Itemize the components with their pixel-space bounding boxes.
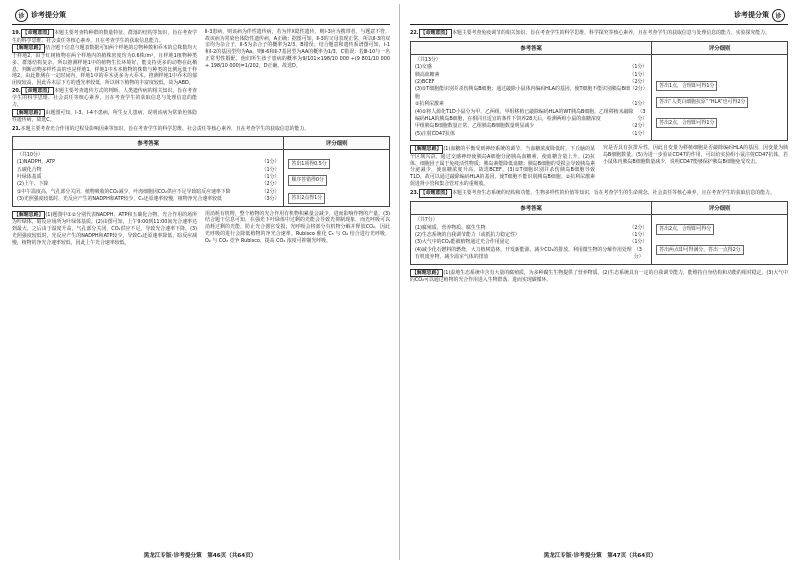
scoring-cell xyxy=(652,54,788,140)
q21-intent xyxy=(12,126,390,133)
section-tag: 【解题思路】 xyxy=(412,269,442,276)
scoring-note: 答出2点，合理即可得分 xyxy=(656,224,783,235)
left-column-2 xyxy=(205,29,390,124)
answer-line: (1)交感 （1分） xyxy=(415,64,648,71)
question-number: 23. xyxy=(410,190,419,197)
scoring-note: 答出2点，合理即可得1分 xyxy=(656,118,783,129)
answer-line: (1)腐殖质、营养物质、腐生生物 （2分） xyxy=(415,224,648,231)
section-tag: 【解题思路】 xyxy=(412,146,442,153)
right-page xyxy=(400,0,800,566)
paragraph-text: 由题图可知，Ⅰ-3、Ⅰ-4不患病，所生女儿患病，说明该病为常染色体隐性遗传病，故选C。 xyxy=(12,109,197,124)
q19-intent xyxy=(12,29,197,44)
answer-cell xyxy=(411,54,652,140)
q20-solution xyxy=(12,109,197,124)
scoring-note: 答出两点即可得满分，答出一点得2分 xyxy=(656,245,783,256)
left-analysis-columns xyxy=(12,211,390,247)
scoring-note: 答出2点得1分 xyxy=(288,193,385,204)
scoring-note: 答出1点，合理即可得1分 xyxy=(656,81,783,92)
scoring-note: 顺序答错得0分 xyxy=(288,175,385,186)
brand-logo-icon: 诊 xyxy=(15,9,28,22)
analysis-column xyxy=(12,211,197,247)
answer-line: (2)生态系统的自我调节能力（或抵抗力稳定性） （1分） xyxy=(415,231,648,238)
q22-solution xyxy=(410,145,595,187)
paragraph-text: 本题主要考查免疫调节的相关知识，旨在考查学生的科学思维、科学探究等核心素养，且在考查学生的获取信息与处理信息的能力、实验探究能力。 xyxy=(452,30,770,36)
answer-total: （共7分） xyxy=(415,217,438,224)
question-number: 22. xyxy=(410,30,419,36)
paragraph-text: 本题主要考查遗传方式的判断、人类遗传病的相关知识，旨在考查学生的科学思维、社会责任等核心素养，且在考查学生的获取信息与处理信息的能力。 xyxy=(12,87,197,109)
answer-line: (4)减少化石燃料的燃烧，大力植树造林，开发新能源，减少CO₂的排放，利用微生物的分解作用处理有机废弃物，减少温室气体的排放 （3分） xyxy=(415,246,644,261)
answer-total: （共10分） xyxy=(17,151,43,158)
answer-line: (3)①T细胞能识别并杀伤胰岛B细胞；通过敲除小鼠体内编码HLA的基因，使T细胞不能识别胰岛B细胞 （2分） xyxy=(415,86,648,100)
left-footer: 黑龙江专版·诊考提分策 第46页（共64页） xyxy=(143,553,257,559)
q20-intent xyxy=(12,87,197,109)
q23-intent xyxy=(410,189,788,198)
right-footer: 黑龙江专版·诊考提分策 第47页（共64页） xyxy=(543,553,657,559)
question-number: 21. xyxy=(12,126,21,133)
analysis-column xyxy=(205,211,390,247)
paragraph-text: (1)湿地生态系统中含有大量的腐殖质，为多种腐生生物提供了营养物质。(2)生态系统具有一定的自我调节能力，能维持自身结构和功能的相对稳定。(3)大气中的CO₂可以通过植物的光合作用进入生物群落，进而实现碳循环。 xyxy=(410,269,788,284)
answer-line: 五碳化合物 （1分） xyxy=(17,166,280,173)
paragraph-text: (1)题图中①②分别代表NADPH、ATP和五碳化合物，光合作用的场所为叶绿体，暗反应场所为叶绿体基质。(2)由图可知，上午9:00到11:00间光合速率达到最大，之后由于温度升高，气孔部分关闭，CO₂供应不足，导致光合速率下降。(3)光照强度较低时，光反应产生的NADPH和ATP较少，导致C₃还原速率降低，暗反应减慢，植物的净光合速率较低，因此上午光合速率较低。 xyxy=(12,211,197,246)
answer-cell xyxy=(411,215,652,264)
table-header-answer: 参考答案 xyxy=(13,136,284,149)
answer-line: (4)①将人源化T1D小鼠分为甲、乙两组，甲组移植已敲除编码HLA的WT胰岛B细胞，乙组移植未敲除编码HLA的胰岛B细胞，在相同且适宜的条件下饲养28天后，检测两组小鼠的血糖浓度 （3分） xyxy=(415,108,648,122)
q19-solution xyxy=(12,44,197,86)
scoring-note: 答出1项得0.5分 xyxy=(288,159,385,170)
paragraph-text: 本题主要考查生态系统的结构和功能、生物多样性的价值等知识，旨在考查学生的生命观念、社会责任等核心素养，且在考查学生的获取信息的能力。 xyxy=(452,190,775,197)
section-tag: 【解题思路】 xyxy=(14,109,44,116)
table-header-answer: 参考答案 xyxy=(411,41,652,54)
question-number: 19. xyxy=(12,30,21,36)
answer-line: 胰高血糖素 （1分） xyxy=(415,71,648,78)
answer-table-21 xyxy=(12,136,390,207)
answer-line: ①中午温度高，气孔部分关闭，植物吸收的CO₂减少，叶肉细胞因CO₂供应不足导致暗反应速率下降 （2分） xyxy=(17,188,280,195)
left-header xyxy=(12,6,390,25)
q22-intent xyxy=(410,29,788,38)
scoring-cell xyxy=(284,149,390,206)
brand-logo-icon: 诊 xyxy=(772,9,785,22)
left-column-1 xyxy=(12,29,197,124)
scoring-cell xyxy=(652,215,788,264)
answer-line: (2)BCEF （2分） xyxy=(415,78,648,85)
answer-line: (1)NADPH、ATP （1分） xyxy=(17,159,280,166)
right-header xyxy=(410,6,788,25)
table-header-scoring: 评分细则 xyxy=(652,41,788,54)
answer-cell xyxy=(13,149,284,206)
question-number: 20. xyxy=(12,87,21,94)
paragraph-text: 本题主要考查光合作用的过程及影响因素等知识，旨在考查学生的科学思维、社会责任等核心素养，且在考查学生的获取信息的能力。 xyxy=(20,126,310,133)
section-tag: 【命题意图】 xyxy=(420,30,451,36)
answer-table-22 xyxy=(410,41,788,141)
right-analysis-columns xyxy=(410,145,788,187)
answer-line: (2)上午、下降 （2分） xyxy=(17,181,280,188)
q20-continued: Ⅱ-3患病，则该病为伴性遗传病，若为伴X隐性遗传，则Ⅰ-3应为携带者，与题意不符，故该病为常染色体隐性遗传病，A正确；据图可知，Ⅱ-3的父母表现正常，所以Ⅱ-3的双亲均为杂合子，Ⅱ-5为杂合子的概率为2/3，B错误；结合题意和遗传系谱图可知，Ⅰ-1和Ⅰ-2的基因型均为Aa，则Ⅱ-6和Ⅱ-7基因型为AA的概率为1/3，C错误；若Ⅲ-10与一名正常男性婚配，他们所生孩子患病的概率为9/101×198/10 000 ÷(9 801/10 000 + 198/10 000)=1/202，D正确。故选D。 xyxy=(205,29,390,69)
paragraph-text: 结合题干信息与题表数据可知两个样地的总物种数和乔木的总株数均大于样地2，由于红树植物在两个样地内的植株密度均为0.6株/m²，且样地1植物种类多、群落结构复杂，所以推测样地1中的植物生长环境好，能支持更多的动物在此栖息，判断动物多样性高的也是样地1。样地1中木本植物的株数与种类的比例远低于样地2，由此推测在一定时间内，样地1中的乔木更多为大乔木，推测样地1中乔木的郁闭度较高，因此乔木层下方的透光率较低，所以林下植物的丰富度较低，故为ABD。 xyxy=(12,45,197,86)
section-tag: 【解题思路】 xyxy=(14,211,44,218)
answer-line: (3)大气中的CO₂能被植物通过光合作用固定 （1分） xyxy=(415,239,648,246)
answer-line: (3)光照强度较低时，光反应产生的NADPH和ATP较少，C₃还原速率较慢，植物净光合速率较低 （3分） xyxy=(17,196,280,203)
answer-line: ②抗利尿激素 （1分） xyxy=(415,101,648,108)
paragraph-text: 本题主要考查特种群的数量特征、群落的结构等知识，旨在考查学生的科学思维、社会责任等核心素养，且在考查学生的获取信息能力。 xyxy=(12,30,197,44)
section-tag: 【命题意图】 xyxy=(22,30,53,36)
q22-solution-continued: 究是否具有抗排斥性，因此自变量为移植细胞是否敲除编码HLA的基因，因变量为胰岛B细胞数量。(5)为进一步验证CD47的作用，可以给实验组小鼠注射CD47抗体，若小鼠体内胰岛B细胞数量减少，说明CD47能够保护胰岛B细胞免受攻击。 xyxy=(603,145,788,165)
analysis-column xyxy=(603,145,788,187)
table-header-scoring: 评分细则 xyxy=(284,136,390,149)
q21-solution xyxy=(12,211,197,247)
right-header-title: 诊考提分策 xyxy=(734,11,769,19)
answer-table-23 xyxy=(410,201,788,264)
section-tag: 【命题意图】 xyxy=(22,87,53,94)
scoring-note: 答出“人类白细胞抗原”“HLA”也可得2分 xyxy=(656,97,783,108)
paragraph-text: (1)血糖的平衡受到神经系统的调节，当血糖浓度降低时，下丘脑的某个区域兴奋，通过交感神经使胰岛A细胞分泌胰高血糖素，使血糖含量上升。(2)抗体、细胞因子属于免疫活性物质；胰岛素能降低血糖；胰岛B细胞的受损会导致胰岛素分泌减少，使血糖浓度升高，故选BCEF。(3)①T细胞识别并杀伤胰岛B细胞导致T1D，故可以通过敲除编码HLA的基因，使T细胞不能识别胰岛B细胞。②抗利尿激素促进肾小管和集合管对水的重吸收。 xyxy=(410,146,595,187)
answer-line: (5)注射CD47抗体 （1分） xyxy=(415,130,648,137)
analysis-column xyxy=(410,145,595,187)
q21-solution-continued: 用消耗有机物，整个植物的光合作用有机物积累量会减少，进而影响作物的产量。(3)结合题干信息可知，在强光下叶绿体中过剩的光能会导致光抑制现象，而光呼吸可以消耗过剩的光能，防止光合器官受损；光呼吸会将部分有机物分解并释放CO₂，因此光呼吸的进行会降低植物的净光合速率。Rubisco 催化 C₅ 与 O₂ 结合进行光呼吸，O₂ 与 CO₂ 竞争 Rubisco，提高 CO₂ 浓度可抑制光呼吸。 xyxy=(205,210,390,244)
table-header-answer: 参考答案 xyxy=(411,202,652,215)
left-columns xyxy=(12,29,390,124)
section-tag: 【命题意图】 xyxy=(420,190,451,197)
section-tag: 【解题思路】 xyxy=(14,45,44,52)
answer-total: （共13分） xyxy=(415,56,441,63)
answer-line: 甲组胰岛B细胞数量正常，乙组胰岛B细胞数量明显减少 （2分） xyxy=(415,123,648,130)
answer-line: 叶绿体基质 （1分） xyxy=(17,174,280,181)
table-header-scoring: 评分细则 xyxy=(652,202,788,215)
q23-solution xyxy=(410,269,788,284)
left-header-title: 诊考提分策 xyxy=(31,11,66,19)
